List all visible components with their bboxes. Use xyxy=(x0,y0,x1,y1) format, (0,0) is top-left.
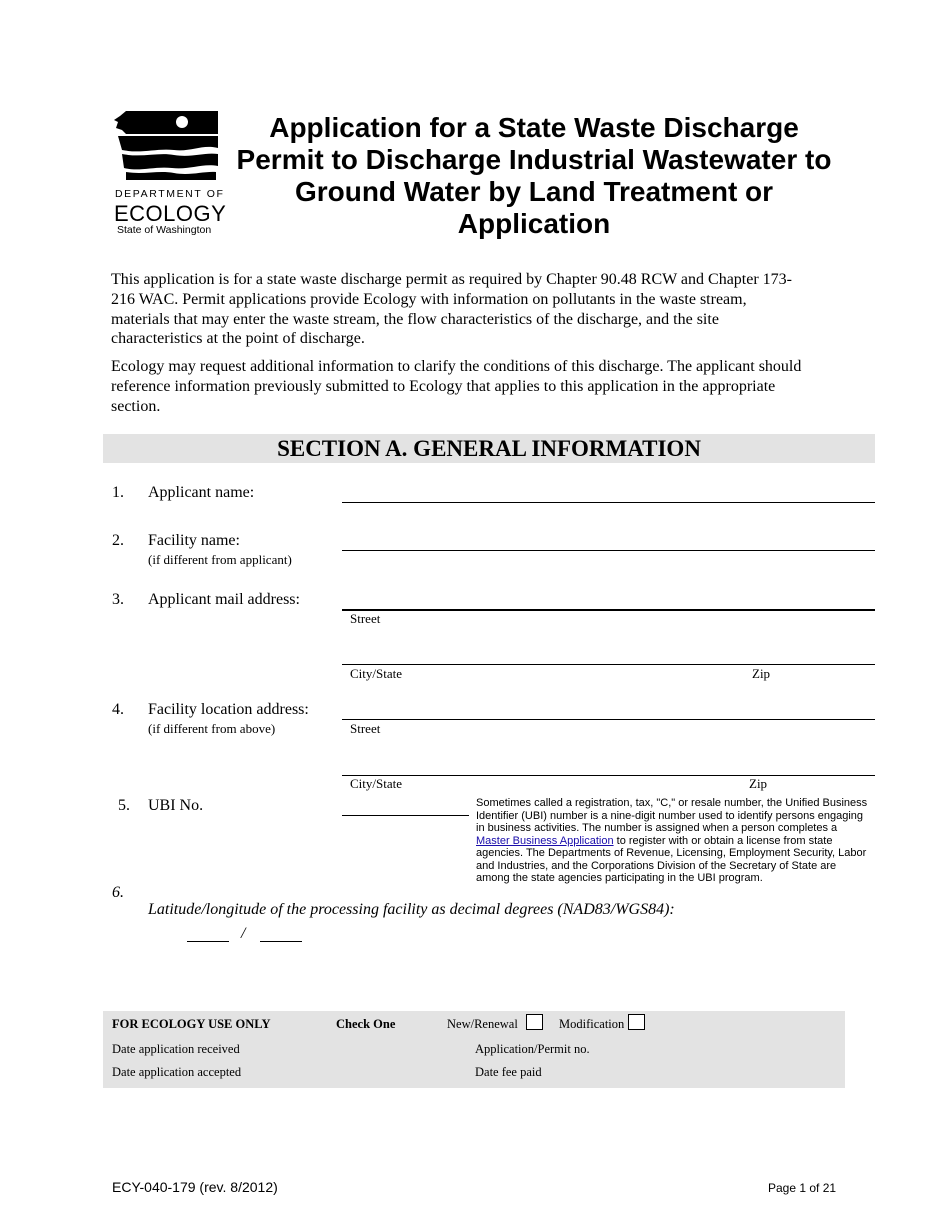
master-business-application-link[interactable]: Master Business Application xyxy=(476,834,614,847)
lat-long-separator: / xyxy=(241,925,246,942)
facility-street-field[interactable] xyxy=(342,719,875,720)
ubi-note-line: agencies. The Departments of Revenue, Licensing, Employment Security, Labor xyxy=(476,847,867,859)
facility-name-hint: (if different from applicant) xyxy=(148,552,292,567)
ubi-note-text: to register with or obtain a license from state xyxy=(613,834,833,847)
field-2-number: 2. xyxy=(112,532,124,549)
facility-name-label: Facility name: xyxy=(148,532,240,549)
logo-ecology-text: ECOLOGY xyxy=(114,201,227,226)
mail-street-field[interactable] xyxy=(342,609,875,611)
field-6-number: 6. xyxy=(112,884,124,901)
title-line: Ground Water by Land Treatment or xyxy=(294,176,774,207)
ubi-note-line: in business activities. The number is assigned when a person completes a xyxy=(476,822,838,834)
modification-checkbox[interactable] xyxy=(628,1014,645,1030)
ubi-note-line-with-link xyxy=(476,835,868,848)
intro-line: materials that may enter the waste stream, the flow characteristics of the discharge, and the site xyxy=(111,310,719,328)
applicant-mail-address-label: Applicant mail address: xyxy=(148,591,300,608)
page-title xyxy=(232,112,836,240)
longitude-field[interactable] xyxy=(260,941,302,942)
intro-line: reference information previously submitted to Ecology that applies to this application in the appropriate xyxy=(111,377,776,395)
ecology-logo xyxy=(112,108,227,238)
facility-location-hint: (if different from above) xyxy=(148,721,276,736)
intro-line: characteristics at the point of discharge. xyxy=(111,330,365,348)
check-one-label: Check One xyxy=(336,1017,396,1031)
intro-line: This application is for a state waste discharge permit as required by Chapter 90.48 RCW and Chapter 173- xyxy=(111,271,793,288)
ubi-note-line: Sometimes called a registration, tax, "C," or resale number, the Unified Business xyxy=(476,797,868,809)
facility-city-caption: City/State xyxy=(350,776,402,791)
facility-name-field[interactable] xyxy=(342,550,875,551)
intro-line: Ecology may request additional information to clarify the conditions of this discharge. The applicant should xyxy=(111,358,802,375)
ecology-use-heading: FOR ECOLOGY USE ONLY xyxy=(112,1017,271,1031)
page-number: Page 1 of 21 xyxy=(768,1181,837,1195)
field-5-number: 5. xyxy=(118,797,130,814)
intro-line: 216 WAC. Permit applications provide Ecology with information on pollutants in the waste stream, xyxy=(111,290,747,308)
latitude-field[interactable] xyxy=(187,941,229,942)
form-number: ECY-040-179 (rev. 8/2012) xyxy=(112,1179,278,1195)
ubi-number-field[interactable] xyxy=(342,815,469,816)
date-accepted-label: Date application accepted xyxy=(112,1065,242,1079)
title-line: Application xyxy=(457,208,611,239)
field-4-number: 4. xyxy=(112,701,124,718)
lat-long-label: Latitude/longitude of the processing facility as decimal degrees (NAD83/WGS84): xyxy=(148,901,675,918)
ubi-explanation xyxy=(476,797,868,885)
applicant-name-field[interactable] xyxy=(342,502,875,503)
permit-number-label: Application/Permit no. xyxy=(475,1042,590,1056)
facility-location-address-label: Facility location address: xyxy=(148,701,309,718)
new-renewal-label: New/Renewal xyxy=(447,1017,518,1031)
mail-zip-caption: Zip xyxy=(752,666,771,681)
facility-zip-caption: Zip xyxy=(749,776,768,791)
mail-street-caption: Street xyxy=(350,611,381,626)
ubi-note-line: and Industries, and the Corporations Division of the Secretary of State are xyxy=(476,859,837,872)
intro-paragraph-1 xyxy=(111,270,859,349)
ubi-note-line: Identifier (UBI) number is a nine-digit number used to identify persons engaging xyxy=(476,809,864,822)
ubi-note-line: among the state agencies participating in the UBI program. xyxy=(476,872,763,884)
date-received-label: Date application received xyxy=(112,1042,240,1056)
section-a-heading: SECTION A. GENERAL INFORMATION xyxy=(103,434,875,463)
mail-city-zip-field[interactable] xyxy=(342,664,875,665)
facility-city-zip-field[interactable] xyxy=(342,775,875,776)
intro-paragraph-2 xyxy=(111,357,859,416)
washington-state-logo-icon xyxy=(112,108,224,188)
logo-department-text: DEPARTMENT OF xyxy=(115,188,225,200)
logo-state-text: State of Washington xyxy=(117,224,212,236)
modification-label: Modification xyxy=(559,1017,625,1031)
date-fee-paid-label: Date fee paid xyxy=(475,1065,542,1079)
new-renewal-checkbox[interactable] xyxy=(526,1014,543,1030)
mail-city-caption: City/State xyxy=(350,666,402,681)
ubi-number-label: UBI No. xyxy=(148,797,204,814)
intro-line: section. xyxy=(111,397,161,415)
field-3-number: 3. xyxy=(112,591,124,608)
facility-street-caption: Street xyxy=(350,721,381,736)
title-line: Application for a State Waste Discharge xyxy=(269,112,799,143)
field-1-number: 1. xyxy=(112,484,124,501)
applicant-name-label: Applicant name: xyxy=(148,484,255,501)
title-line: Permit to Discharge Industrial Wastewater to xyxy=(236,144,832,175)
